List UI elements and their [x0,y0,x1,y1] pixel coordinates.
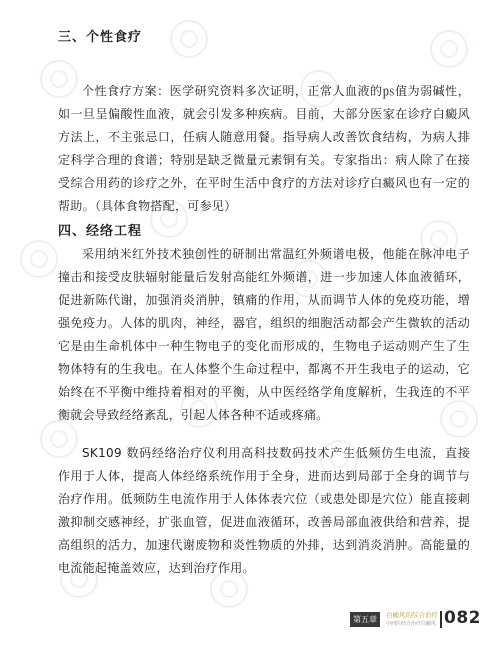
section-heading: 三、个性食疗 [58,30,143,45]
section-heading: 四、经络工程 [58,224,143,239]
footer-title-line2: 中西医结合治疗白癜风 [386,621,437,627]
watermark-seal-icon [170,20,208,58]
page-footer [350,610,480,630]
section-paragraph: 采用纳米红外技术独创性的研制出常温红外频谱电极，他能在脉冲电子撞击和接受皮肤辐射能量后发射高能红外频谱，进一步加速人体血液循环，促进新陈代谢，加强消炎消肿，镇痛的作用，从而调节人体的免疫功能，增强免疫力。人体的肌肉，神经，器官，组织的细胞活动都会产生微软的活动它是由生命机体中一种生物电子的变化而形成的，生物电子运动则产生了生物体特有的生我电。在人体整个生命过程中，都离不开生我电子的运动，它始终在不平衡中维持着相对的平衡，从中医经络学角度解析，生我连的不平衡就会导致经络紊乱，引起人体各种不适或疼痛。 [58,247,470,422]
section-paragraph: SK109 数码经络治疗仪利用高科技数码技术产生低频仿生电流，直接作用于人体，提高人体经络系统作用于全身，进而达到局部于全身的调节与治疗作用。低频防生电流作用于人体体表穴位（或患处即是穴位）能直接刺激抑制交感神经，扩张血管，促进血液循环，改善局部血液供给和营养，提高组织的活力，加速代谢废物和炎性物质的外排，达到消炎消肿。高能量的电流能起掩盖效应，达到治疗作用。 [58,446,470,575]
footer-running-title [386,611,442,629]
watermark-seal-icon [20,240,58,278]
footer-title-line1: 白癜风的综合治疗 [386,611,438,619]
chapter-badge: 第五章 [350,612,380,627]
watermark-seal-icon [430,30,468,68]
page-number: 082 [444,608,481,628]
section-paragraph: 个性食疗方案：医学研究资料多次证明，正常人血液的㎰值为弱碱性，如一旦呈偏酸性血液，就会引发多种疾病。目前，大部分医家在诊疗白癜风方法上，不主张忌口，任病人随意用餐。指导病人改善饮食结构，为病人排定科学合理的食谱；特别是缺乏微量元素铜有关。专家指出：病人除了在接受综合用药的诊疗之外，在平时生活中食疗的方法对诊疗白癜风也有一定的帮助。（具体食物搭配，可参见） [58,84,470,213]
